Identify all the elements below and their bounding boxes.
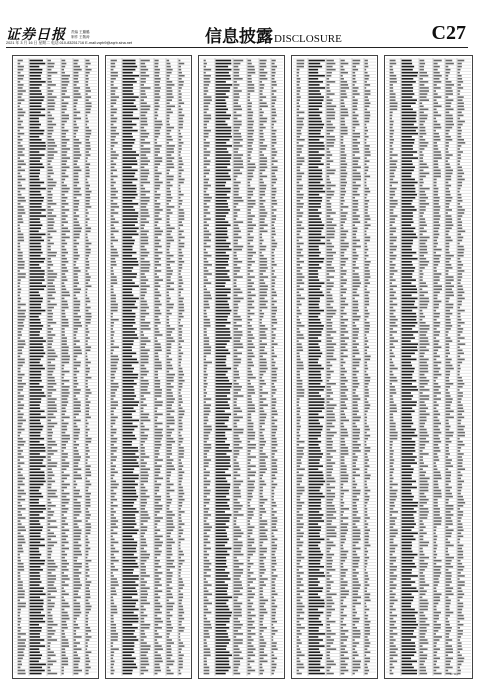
edition-info — [71, 30, 89, 40]
disclosure-column-4 — [291, 55, 378, 679]
disclosure-column-2 — [105, 55, 192, 679]
dateline: 2021 年 3 月 16 日 星期二 电话:010-83251716 E-mail:zqrb9@zqrb.sina.net — [6, 41, 133, 45]
color-stamp: CYMK — [450, 672, 459, 676]
disclosure-columns — [12, 55, 473, 679]
section-header — [205, 22, 342, 47]
table-texture — [292, 56, 377, 678]
table-texture — [199, 56, 284, 678]
section-title-en: DISCLOSURE — [274, 33, 342, 45]
table-texture — [106, 56, 191, 678]
masthead — [0, 0, 484, 50]
header-rule — [6, 47, 468, 48]
page-number: C27 — [431, 22, 466, 44]
section-title-cn: 信息披露 — [205, 27, 273, 47]
disclosure-column-3 — [198, 55, 285, 679]
disclosure-column-5 — [384, 55, 473, 679]
editor-line: 责编 王璐璐 — [71, 30, 90, 34]
table-texture — [385, 56, 472, 678]
table-texture — [13, 56, 98, 678]
newspaper-logo: 证券日报 — [6, 27, 66, 43]
producer-line: 制作 王敬涛 — [71, 35, 90, 39]
disclosure-column-1 — [12, 55, 99, 679]
